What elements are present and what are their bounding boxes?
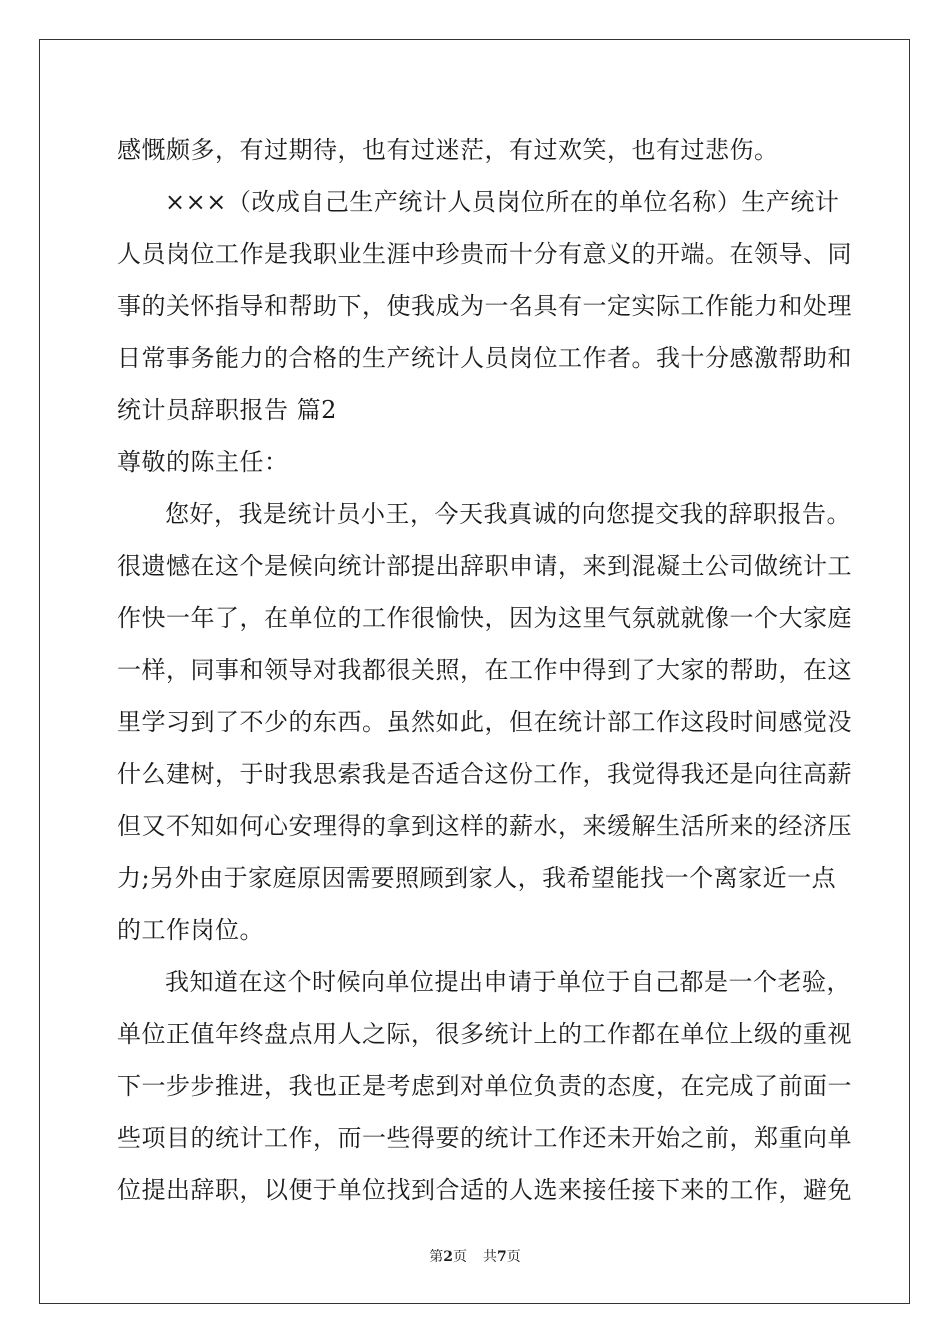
paragraph-line: 些项目的统计工作，而一些得要的统计工作还未开始之前，郑重向单 — [117, 1124, 852, 1152]
salutation: 尊敬的陈主任： — [117, 448, 289, 476]
total-suffix: 页 — [506, 1249, 521, 1265]
paragraph-line: 下一步步推进，我也正是考虑到对单位负责的态度，在完成了前面一 — [117, 1072, 852, 1100]
page-prefix: 第 — [429, 1249, 444, 1265]
paragraph-line: 但又不知如何心安理得的拿到这样的薪水，来缓解生活所来的经济压 — [117, 812, 852, 840]
paragraph-line: 感慨颇多，有过期待，也有过迷茫，有过欢笑，也有过悲伤。 — [117, 136, 779, 164]
paragraph-line: ×××（改成自己生产统计人员岗位所在的单位名称）生产统计 — [165, 188, 840, 216]
paragraph-line: 力;另外由于家庭原因需要照顾到家人，我希望能找一个离家近一点 — [117, 864, 837, 892]
paragraph-line: 的工作岗位。 — [117, 916, 264, 944]
paragraph-line: 人员岗位工作是我职业生涯中珍贵而十分有意义的开端。在领导、同 — [117, 240, 852, 268]
paragraph-line: 里学习到了不少的东西。虽然如此，但在统计部工作这段时间感觉没 — [117, 708, 852, 736]
paragraph-line: 单位正值年终盘点用人之际，很多统计上的工作都在单位上级的重视 — [117, 1020, 852, 1048]
paragraph-line: 什么建树，于时我思索我是否适合这份工作，我觉得我还是向往高薪 — [117, 760, 852, 788]
page-suffix: 页 — [453, 1249, 467, 1265]
total-prefix: 共 — [483, 1249, 497, 1265]
section-heading: 统计员辞职报告 篇2 — [117, 396, 337, 424]
current-page-number: 2 — [443, 1249, 453, 1265]
paragraph-line: 很遗憾在这个是候向统计部提出辞职申请，来到混凝土公司做统计工 — [117, 552, 852, 580]
total-pages-number: 7 — [497, 1249, 507, 1265]
page-footer — [0, 1246, 950, 1266]
paragraph-line: 事的关怀指导和帮助下，使我成为一名具有一定实际工作能力和处理 — [117, 292, 852, 320]
paragraph-line: 我知道在这个时候向单位提出申请于单位于自己都是一个老验， — [165, 968, 851, 996]
document-body — [117, 124, 852, 1216]
paragraph-line: 您好，我是统计员小王，今天我真诚的向您提交我的辞职报告。 — [165, 500, 851, 528]
paragraph-line: 作快一年了，在单位的工作很愉快，因为这里气氛就就像一个大家庭 — [117, 604, 852, 632]
paragraph-line: 日常事务能力的合格的生产统计人员岗位工作者。我十分感激帮助和 — [117, 344, 852, 372]
paragraph-line: 一样，同事和领导对我都很关照，在工作中得到了大家的帮助，在这 — [117, 656, 852, 684]
paragraph-line: 位提出辞职，以便于单位找到合适的人选来接任接下来的工作，避免 — [117, 1176, 852, 1204]
